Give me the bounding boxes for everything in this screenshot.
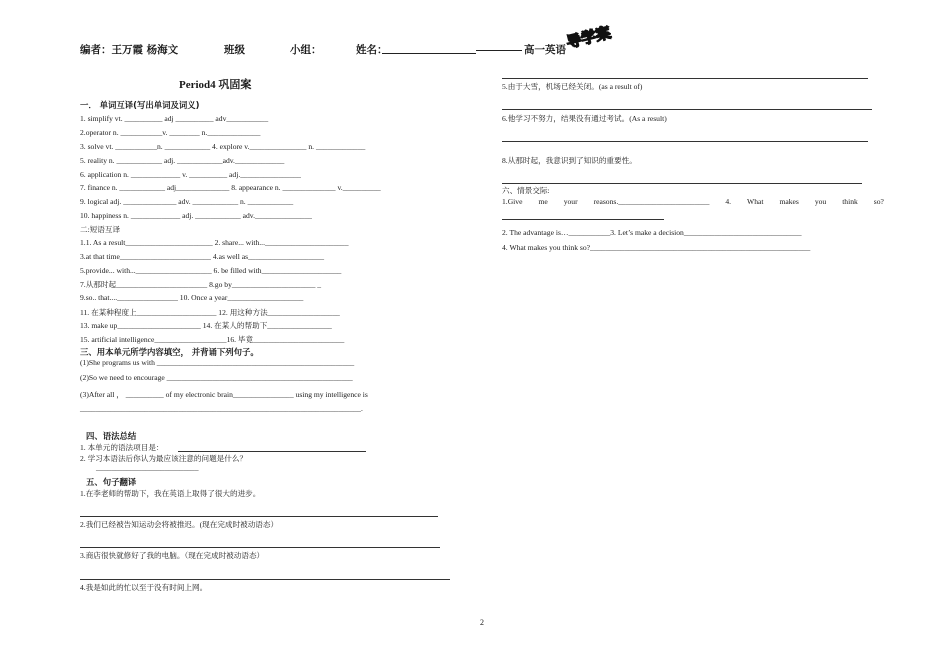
- editor-label: 编者：王万霞 杨海文: [80, 44, 179, 56]
- vocab-row: 3. solve vt. ___________n. ____________ 4. explore v._______________ n. _____________: [80, 142, 366, 151]
- fill-sentence: (1)She programs us with ____________________________________________________: [80, 358, 355, 367]
- answer-line: [502, 183, 862, 184]
- phrase-row: 15. artificial intelligence___________________16. 毕竟________________________: [80, 335, 345, 344]
- translation-item: 1.在李老师的帮助下，我在英语上取得了很大的进步。: [80, 489, 261, 498]
- grammar-question: 1. 本单元的语法项目是：: [80, 443, 164, 452]
- dialog-row: 2. The advantage is…___________3. Let’s make a decision_______________________________: [502, 228, 802, 237]
- section1-heading: 一． 单词互译(写出单词及词义): [80, 100, 200, 110]
- fill-sentence: (3)After all ， __________ of my electronic brain________________ using my intelligence is: [80, 390, 368, 399]
- dialog-row: [502, 197, 884, 206]
- fill-sentence-continuation: __________________________________________________________________________.: [80, 404, 363, 413]
- answer-line: [502, 78, 868, 79]
- translation-item: 2.我们已经被告知运动会将被推迟。(现在完成时被动语态）: [80, 520, 279, 529]
- phrase-row: 7.从那时起________________________ 8.go by______________________ _: [80, 280, 322, 289]
- section6-heading: 六、情景交际:: [502, 186, 550, 195]
- answer-line: [502, 109, 872, 110]
- name-label: 姓名：: [356, 44, 388, 56]
- phrase-row: 13. make up______________________ 14. 在某人的帮助下_________________: [80, 321, 332, 330]
- phrase-row: 9.so.. that....________________ 10. Once a year____________________: [80, 293, 304, 302]
- subject-label: 高一英语: [524, 44, 566, 56]
- section4-heading: 四、语法总结: [86, 431, 137, 441]
- grammar-answer-line: ___________________________: [96, 463, 199, 472]
- logo-text: 导学案: [564, 23, 613, 52]
- translation-item: 4.我是如此的忙以至于没有时间上网。: [80, 583, 208, 592]
- grammar-question: 2. 学习本语法后你认为最应该注意的问题是什么？: [80, 454, 248, 463]
- vocab-row: 9. logical adj. ______________ adv. ____________ n. ____________: [80, 197, 294, 206]
- dialog-word: your: [563, 197, 578, 206]
- vocab-row: 6. application n. _____________ v. __________ adj.________________: [80, 170, 301, 179]
- dialog-word: makes: [779, 197, 799, 206]
- answer-line: [80, 547, 440, 548]
- dialog-word: 4.: [725, 197, 732, 206]
- fill-sentence: (2)So we need to encourage _________________________________________________: [80, 373, 353, 382]
- dialog-row: 4. What makes you think so?__________________________________________________________: [502, 243, 811, 252]
- vocab-row: 1. simplify vt. __________ adj __________ adv___________: [80, 114, 269, 123]
- translation-item: 8.从那时起，我意识到了知识的重要性。: [502, 156, 637, 165]
- section2-heading: 二:短语互译: [80, 225, 121, 234]
- section3-heading: 三、用本单元所学内容填空， 并背诵下列句子。: [80, 347, 259, 357]
- vocab-row: 5. reality n. ____________ adj. ____________adv._____________: [80, 156, 285, 165]
- name-blank: [382, 53, 476, 54]
- answer-line: [80, 579, 450, 580]
- dialog-word: 1.Give: [502, 197, 523, 206]
- phrase-row: 3.at that time________________________ 4.as well as____________________: [80, 252, 325, 261]
- vocab-row: 10. happiness n. _____________ adj. ____________ adv._______________: [80, 211, 312, 220]
- translation-item: 6.他学习不努力，结果没有通过考试。(As a result): [502, 114, 667, 123]
- answer-line: [80, 516, 438, 517]
- translation-item: 5.由于大雪，机场已经关闭。(as a result of): [502, 82, 643, 91]
- daoxuean-logo: [564, 22, 618, 52]
- section5-heading: 五、句子翻译: [86, 477, 137, 487]
- vocab-row: 7. finance n. ____________ adj______________ 8. appearance n. ______________ v.__________: [80, 183, 381, 192]
- vocab-row: 2.operator n. ___________v. ________ n.______________: [80, 128, 261, 137]
- dialog-word: you: [814, 197, 827, 206]
- answer-line: [502, 219, 664, 220]
- answer-line: [502, 141, 868, 142]
- page-title: Period4 巩固案: [179, 79, 252, 91]
- phrase-row: 1.1. As a result_______________________ 2. share... with...______________________: [80, 238, 349, 247]
- dialog-word: so?: [873, 197, 884, 206]
- phrase-row: 5.provide... with...____________________ 6. be filled with_____________________: [80, 266, 342, 275]
- page-number: 2: [480, 618, 484, 627]
- group-label: 小组：: [290, 44, 322, 56]
- dialog-word: think: [842, 197, 858, 206]
- name-blank-2: [476, 50, 522, 51]
- answer-line: [178, 451, 366, 452]
- class-label: 班级: [224, 44, 245, 56]
- dialog-word: reasons.________________________: [593, 197, 710, 206]
- translation-item: 3.商店很快就修好了我的电脑。（现在完成时被动语态）: [80, 551, 265, 560]
- phrase-row: 11. 在某种程度上_____________________ 12. 用这种方法___________________: [80, 308, 340, 317]
- dialog-word: me: [538, 197, 548, 206]
- dialog-word: What: [747, 197, 764, 206]
